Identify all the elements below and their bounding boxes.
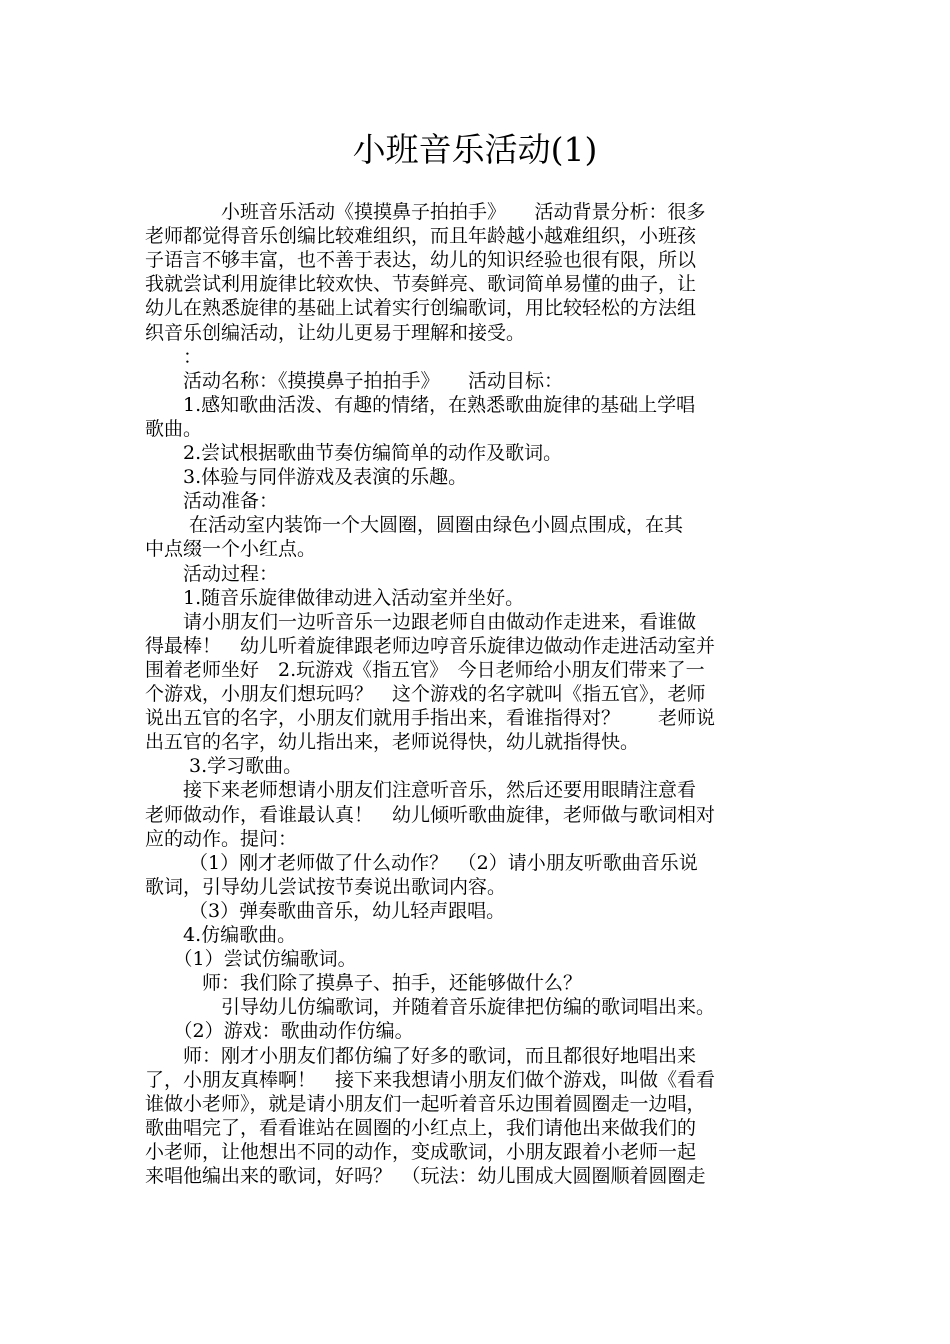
body-line: 应的动作。提问： [145, 827, 298, 850]
body-line: 活动过程： [145, 562, 279, 585]
body-line: 来唱他编出来的歌词，好吗？ （玩法：幼儿围成大圆圈顺着圆圈走 [145, 1165, 706, 1187]
body-line: 歌词，引导幼儿尝试按节奏说出歌词内容。 [145, 875, 507, 898]
body-line: （2）游戏：歌曲动作仿编。 [145, 1020, 414, 1043]
body-line: 说出五官的名字，小朋友们就用手指出来，看谁指得对？ 老师说 [145, 707, 716, 730]
body-line: 师：刚才小朋友们都仿编了好多的歌词，而且都很好地唱出来 [145, 1044, 697, 1067]
body-line: 3.体验与同伴游戏及表演的乐趣。 [145, 466, 468, 489]
body-line: 幼儿在熟悉旋律的基础上试着实行创编歌词，用比较轻松的方法组 [145, 297, 697, 320]
body-line: 我就尝试利用旋律比较欢快、节奏鲜亮、歌词简单易懂的曲子，让 [145, 273, 697, 296]
body-line: 老师都觉得音乐创编比较难组织，而且年龄越小越难组织，小班孩 [145, 225, 697, 248]
body-line: 织音乐创编活动，让幼儿更易于理解和接受。 [145, 321, 526, 344]
body-line: 围着老师坐好 2.玩游戏《指五官》 今日老师给小朋友们带来了一 [145, 658, 705, 681]
body-line: 谁做小老师》，就是请小朋友们一起听着音乐边围着圆圈走一边唱， [145, 1092, 706, 1115]
body-line: 1.感知歌曲活泼、有趣的情绪，在熟悉歌曲旋律的基础上学唱 [145, 393, 696, 416]
body-line: （3）弹奏歌曲音乐，幼儿轻声跟唱。 [145, 899, 506, 922]
body-line: ： [145, 345, 203, 368]
body-line: 歌曲。 [145, 417, 203, 440]
body-line: 个游戏，小朋友们想玩吗？ 这个游戏的名字就叫《指五官》，老师 [145, 683, 706, 705]
body-line: 活动名称：《摸摸鼻子拍拍手》 活动目标： [145, 369, 564, 392]
body-line: 活动准备： [145, 490, 279, 513]
body-line: 4.仿编歌曲。 [145, 924, 297, 946]
body-line: 小班音乐活动《摸摸鼻子拍拍手》 活动背景分析：很多 [145, 201, 706, 223]
body-line: （1）尝试仿编歌词。 [145, 948, 357, 971]
body-line: 子语言不够丰富，也不善于表达，幼儿的知识经验也很有限，所以 [145, 249, 697, 272]
body-line: 接下来老师想请小朋友们注意听音乐，然后还要用眼睛注意看 [145, 779, 697, 802]
body-line: 师：我们除了摸鼻子、拍手，还能够做什么？ [145, 972, 583, 995]
body-line: 中点缀一个小红点。 [145, 538, 317, 561]
body-line: 老师做动作，看谁最认真！ 幼儿倾听歌曲旋律，老师做与歌词相对 [145, 803, 716, 826]
body-line: 歌曲唱完了，看看谁站在圆圈的小红点上，我们请他出来做我们的 [145, 1116, 697, 1139]
body-line: 引导幼儿仿编歌词，并随着音乐旋律把仿编的歌词唱出来。 [145, 996, 716, 1019]
body-line: 得最棒！ 幼儿听着旋律跟老师边哼音乐旋律边做动作走进活动室并 [145, 634, 716, 657]
body-line: 小老师，让他想出不同的动作，变成歌词，小朋友跟着小老师一起 [145, 1140, 697, 1163]
body-line: 出五官的名字，幼儿指出来，老师说得快，幼儿就指得快。 [145, 731, 640, 754]
body-line: 3.学习歌曲。 [145, 755, 303, 778]
body-line: 2.尝试根据歌曲节奏仿编简单的动作及歌词。 [145, 442, 563, 464]
body-line: （1）刚才老师做了什么动作？ （2）请小朋友听歌曲音乐说 [145, 851, 698, 874]
body-line: 请小朋友们一边听音乐一边跟老师自由做动作走进来，看谁做 [145, 610, 697, 633]
body-line: 在活动室内装饰一个大圆圈，圆圈由绿色小圆点围成，在其 [145, 514, 684, 537]
document-title: 小班音乐活动(1) [352, 130, 598, 169]
body-line: 1.随音乐旋律做律动进入活动室并坐好。 [145, 586, 525, 609]
body-line: 了，小朋友真棒啊！ 接下来我想请小朋友们做个游戏，叫做《看看 [145, 1068, 716, 1091]
